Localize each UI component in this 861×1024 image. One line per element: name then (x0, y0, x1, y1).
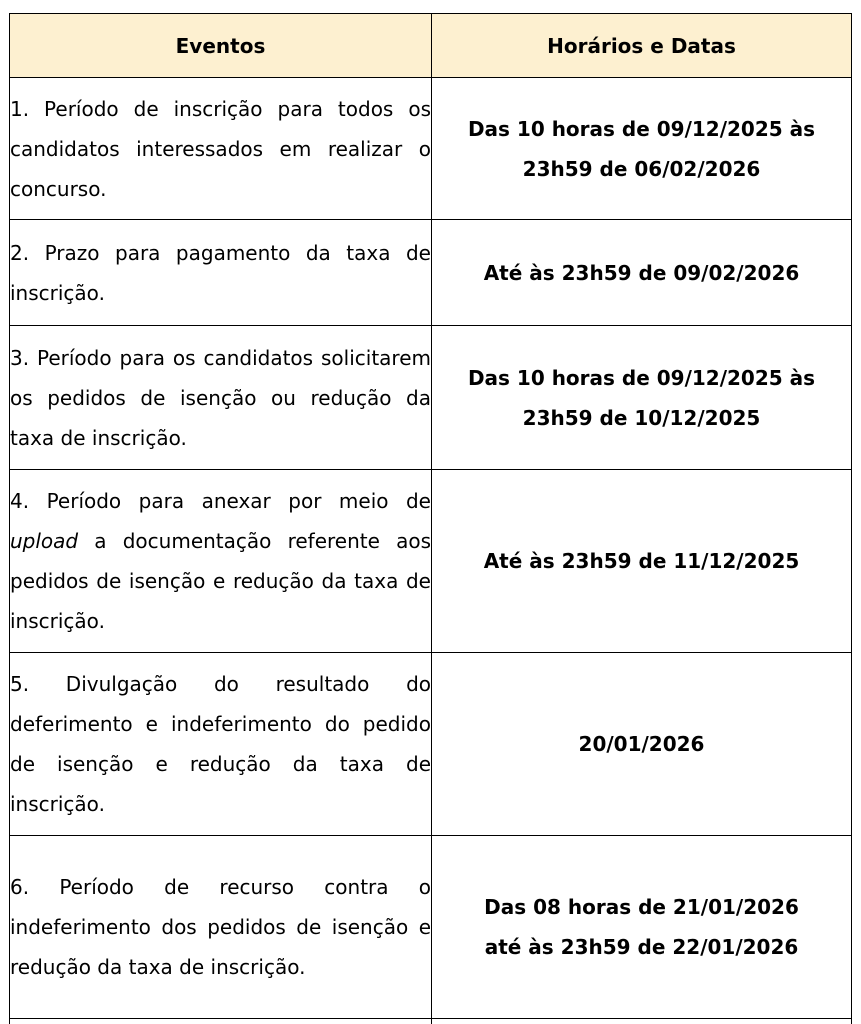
event-text-italic: upload (10, 529, 79, 553)
event-text-suffix: a documentação referente aos pedidos de isenção e redução da taxa de inscrição. (10, 529, 431, 633)
event-cell (10, 470, 432, 653)
date-line: Até às 23h59 de 09/02/2026 (483, 260, 800, 285)
event-cell: 3. Período para os candidatos solicitarem os pedidos de isenção ou redução da taxa de inscrição. (10, 326, 432, 470)
event-cell: 1. Período de inscrição para todos os candidatos interessados em realizar o concurso. (10, 78, 432, 220)
date-cell-empty (432, 1019, 852, 1024)
header-row (10, 14, 852, 78)
date-line: Das 08 horas de 21/01/2026 (484, 895, 799, 919)
schedule-table (9, 13, 852, 1024)
table-row (10, 78, 852, 220)
date-line: Das 10 horas de 09/12/2025 às (467, 365, 816, 390)
event-cell: 5. Divulgação do resultado do deferimento e indeferimento do pedido de isenção e redução da taxa de inscrição. (10, 653, 432, 836)
date-cell (432, 326, 852, 470)
table-row-partial (10, 1019, 852, 1024)
date-cell (432, 653, 852, 836)
date-line: 23h59 de 10/12/2025 (522, 405, 761, 430)
event-cell: 2. Prazo para pagamento da taxa de inscrição. (10, 220, 432, 326)
table-row (10, 220, 852, 326)
date-line: até às 23h59 de 22/01/2026 (484, 935, 799, 959)
table-row (10, 326, 852, 470)
date-line: 20/01/2026 (578, 732, 705, 756)
header-events: Eventos (10, 14, 432, 78)
header-dates: Horários e Datas (432, 14, 852, 78)
table-row (10, 470, 852, 653)
table-row (10, 653, 852, 836)
date-line: Das 10 horas de 09/12/2025 às (467, 116, 816, 141)
date-cell (432, 836, 852, 1019)
date-cell (432, 220, 852, 326)
table-row (10, 836, 852, 1019)
event-cell: 6. Período de recurso contra o indeferimento dos pedidos de isenção e redução da taxa de inscrição. (10, 836, 432, 1019)
table-header (10, 14, 852, 78)
date-cell (432, 470, 852, 653)
date-cell (432, 78, 852, 220)
date-line: 23h59 de 06/02/2026 (522, 156, 761, 181)
date-line: Até às 23h59 de 11/12/2025 (483, 549, 800, 573)
event-text-prefix: 4. Período para anexar por meio de (10, 489, 431, 513)
event-cell-empty (10, 1019, 432, 1024)
